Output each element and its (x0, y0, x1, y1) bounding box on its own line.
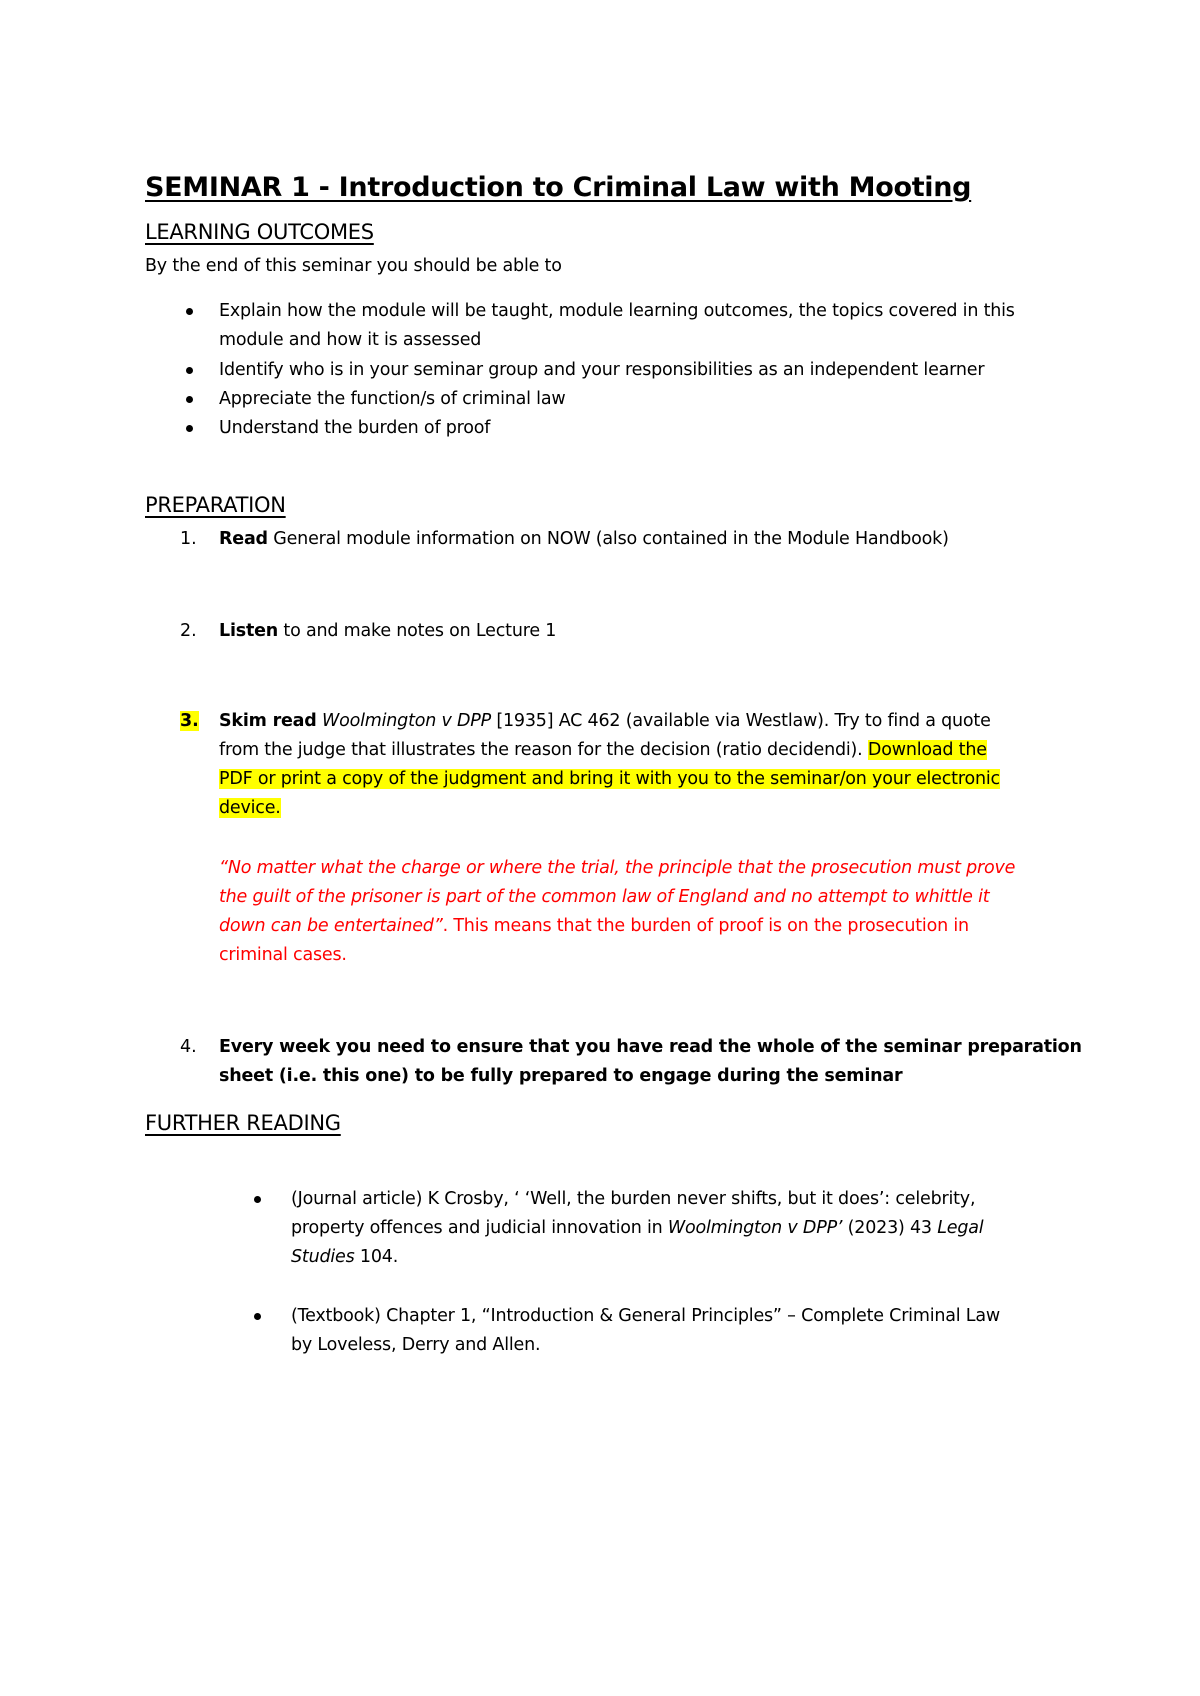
learning-outcome-item: Identify who is in your seminar group and your responsibilities as an independent learner (219, 360, 985, 380)
item-bold-label: Listen (219, 621, 279, 641)
preparation-item-4-line-1: Every week you need to ensure that you have read the whole of the seminar preparation (219, 1037, 1082, 1057)
list-number: 1. (180, 529, 197, 549)
preparation-item-3-line-2 (219, 736, 987, 765)
reading-item-1-line-3 (291, 1243, 398, 1272)
quote-line-4: criminal cases. (219, 945, 347, 965)
preparation-item-2 (219, 617, 556, 646)
reading-item-2-line-1: (Textbook) Chapter 1, “Introduction & General Principles” – Complete Criminal Law (291, 1306, 1000, 1326)
bullet-icon (186, 308, 193, 315)
preparation-item-3-line-4 (219, 794, 281, 823)
reading-item-1-line-1: (Journal article) K Crosby, ‘ ‘Well, the burden never shifts, but it does’: celebrity, (291, 1189, 976, 1209)
highlighted-number: 3. (180, 711, 199, 731)
item-text: property offences and judicial innovation in (291, 1218, 668, 1238)
bullet-icon (254, 1196, 261, 1203)
reading-item-1-line-2 (291, 1214, 983, 1243)
learning-outcome-item: Appreciate the function/s of criminal law (219, 389, 566, 409)
highlighted-text: PDF or print a copy of the judgment and bring it with you to the seminar/on your electronic (219, 769, 1000, 789)
bullet-icon (254, 1313, 261, 1320)
journal-name: Legal (937, 1218, 984, 1238)
citation-text: (2023) 43 (842, 1218, 938, 1238)
list-number: 4. (180, 1037, 197, 1057)
explanation-text: . This means that the burden of proof is on the prosecution in (442, 916, 969, 936)
quote-line-1: “No matter what the charge or where the trial, the principle that the prosecution must prove (219, 858, 1016, 878)
preparation-item-4-line-2: sheet (i.e. this one) to be fully prepared to engage during the seminar (219, 1066, 903, 1086)
learning-outcomes-intro: By the end of this seminar you should be able to (145, 256, 562, 276)
quote-text: down can be entertained” (219, 916, 443, 936)
highlighted-text: Download the (867, 740, 987, 760)
item-text: General module information on NOW (also contained in the Module Handbook) (267, 529, 949, 549)
journal-name: Studies (291, 1247, 355, 1267)
item-bold-label: Read (219, 529, 268, 549)
preparation-item-3-line-3 (219, 765, 1000, 794)
item-bold-label: Skim read (219, 711, 317, 731)
quote-line-3 (219, 912, 969, 941)
preparation-item-1 (219, 525, 949, 554)
list-number (180, 707, 199, 736)
learning-outcome-item: Understand the burden of proof (219, 418, 491, 438)
page-title: SEMINAR 1 - Introduction to Criminal Law with Mooting (145, 172, 972, 203)
item-text: to and make notes on Lecture 1 (278, 621, 557, 641)
further-reading-heading: FURTHER READING (145, 1111, 341, 1135)
bullet-icon (186, 396, 193, 403)
item-text: [1935] AC 462 (available via Westlaw). Try to find a quote (491, 711, 991, 731)
case-name: Woolmington v DPP’ (667, 1218, 843, 1238)
list-number: 2. (180, 621, 197, 641)
reading-item-2-line-2: by Loveless, Derry and Allen. (291, 1335, 541, 1355)
citation-text: 104. (354, 1247, 399, 1267)
learning-outcome-item: Explain how the module will be taught, module learning outcomes, the topics covered in this (219, 301, 1015, 321)
bullet-icon (186, 425, 193, 432)
quote-line-2: the guilt of the prisoner is part of the common law of England and no attempt to whittle it (219, 887, 990, 907)
bullet-icon (186, 367, 193, 374)
item-text: from the judge that illustrates the reason for the decision (ratio decidendi). (219, 740, 868, 760)
case-name: Woolmington v DPP (321, 711, 491, 731)
learning-outcomes-heading: LEARNING OUTCOMES (145, 220, 374, 244)
learning-outcome-item-continued: module and how it is assessed (219, 330, 482, 350)
highlighted-text: device. (219, 798, 281, 818)
preparation-item-3-line-1 (219, 707, 991, 736)
preparation-heading: PREPARATION (145, 493, 286, 517)
